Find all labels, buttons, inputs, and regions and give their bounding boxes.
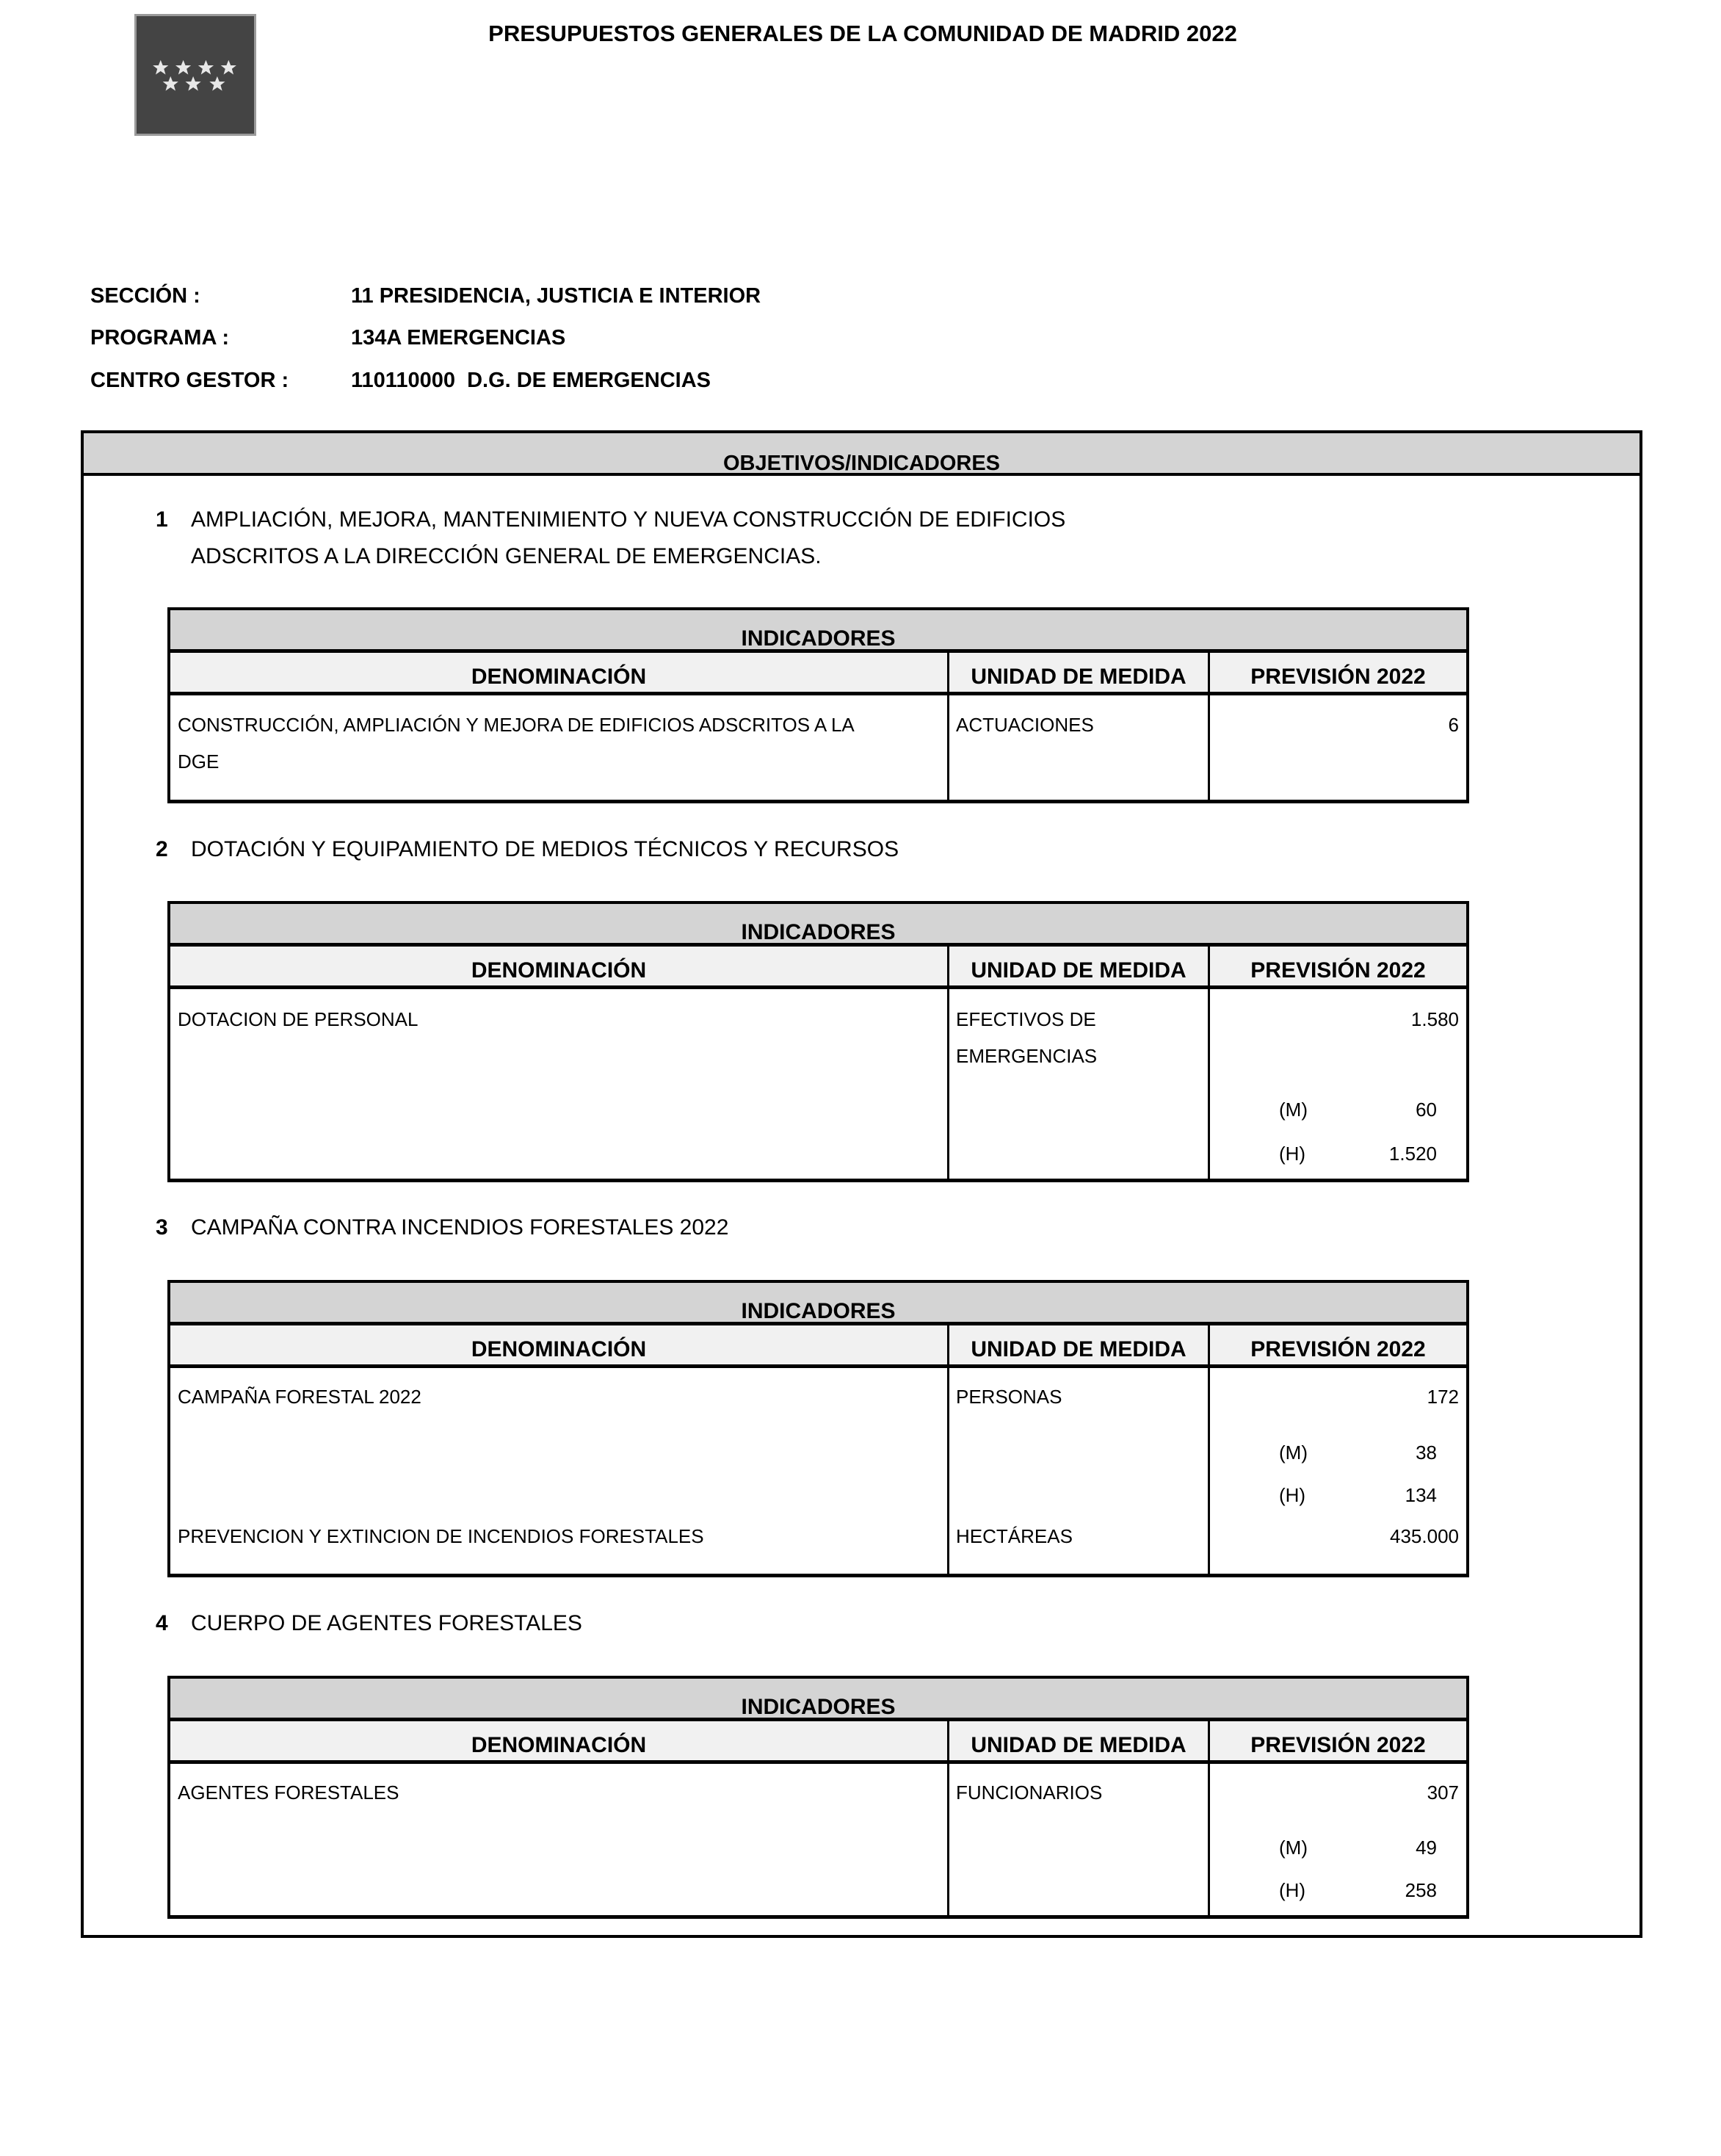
unidad-cell: ACTUACIONES: [956, 714, 1094, 736]
objective-number: 3: [156, 1215, 168, 1240]
unidad-cell: EMERGENCIAS: [956, 1045, 1098, 1067]
column-divider: [1208, 1721, 1210, 1915]
objective-number: 2: [156, 837, 168, 861]
objective-number: 4: [156, 1611, 168, 1635]
objective-text: CAMPAÑA CONTRA INCENDIOS FORESTALES 2022: [191, 1215, 729, 1240]
col-prevision: PREVISIÓN 2022: [1250, 665, 1426, 689]
unidad-cell: EFECTIVOS DE: [956, 1008, 1096, 1030]
column-divider: [1208, 653, 1210, 800]
men-label: (H): [1279, 1143, 1306, 1165]
table-column-headers: [170, 653, 1466, 695]
column-divider: [1208, 1325, 1210, 1574]
column-divider: [947, 1325, 949, 1574]
women-value: 49: [1416, 1837, 1437, 1859]
prevision-cell: 307: [1427, 1781, 1459, 1804]
men-value: 258: [1405, 1879, 1437, 1901]
table-column-headers: [170, 947, 1466, 989]
table-title: INDICADORES: [170, 1679, 1466, 1721]
col-unidad: UNIDAD DE MEDIDA: [971, 1337, 1186, 1361]
column-divider: [947, 1721, 949, 1915]
column-divider: [947, 947, 949, 1179]
prevision-cell: 435.000: [1390, 1525, 1459, 1547]
section-header: OBJETIVOS/INDICADORES: [84, 433, 1640, 476]
table-column-headers: [170, 1721, 1466, 1764]
indicators-table-2: [167, 901, 1469, 1182]
col-unidad: UNIDAD DE MEDIDA: [971, 665, 1186, 689]
men-value: 1.520: [1388, 1143, 1437, 1165]
table-title: INDICADORES: [170, 610, 1466, 653]
women-value: 38: [1416, 1441, 1437, 1464]
indicators-table-1: [167, 607, 1469, 803]
col-prevision: PREVISIÓN 2022: [1250, 958, 1426, 983]
document-title: PRESUPUESTOS GENERALES DE LA COMUNIDAD DE MADRID 2022: [488, 21, 1237, 46]
women-label: (M): [1279, 1099, 1308, 1121]
col-denominacion: DENOMINACIÓN: [471, 1337, 647, 1361]
women-value: 60: [1416, 1099, 1437, 1121]
meta-value: 11 PRESIDENCIA, JUSTICIA E INTERIOR: [351, 284, 761, 308]
denominacion-cell: CONSTRUCCIÓN, AMPLIACIÓN Y MEJORA DE EDIFICIOS ADSCRITOS A LA: [178, 714, 855, 736]
meta-value: 110110000 D.G. DE EMERGENCIAS: [351, 369, 711, 392]
col-denominacion: DENOMINACIÓN: [471, 1733, 647, 1757]
women-label: (M): [1279, 1441, 1308, 1464]
objective-text: DOTACIÓN Y EQUIPAMIENTO DE MEDIOS TÉCNICOS Y RECURSOS: [191, 837, 899, 861]
col-unidad: UNIDAD DE MEDIDA: [971, 1733, 1186, 1757]
table-title: INDICADORES: [170, 904, 1466, 947]
unidad-cell: PERSONAS: [956, 1386, 1062, 1408]
prevision-cell: 1.580: [1410, 1008, 1459, 1030]
objective-number: 1: [156, 507, 168, 532]
meta-label: CENTRO GESTOR :: [90, 369, 289, 392]
denominacion-cell: AGENTES FORESTALES: [178, 1781, 399, 1804]
col-prevision: PREVISIÓN 2022: [1250, 1733, 1426, 1757]
unidad-cell: FUNCIONARIOS: [956, 1781, 1103, 1804]
prevision-cell: 172: [1427, 1386, 1459, 1408]
men-value: 134: [1405, 1484, 1437, 1506]
objective-text: ADSCRITOS A LA DIRECCIÓN GENERAL DE EMERGENCIAS.: [191, 544, 822, 568]
meta-label: PROGRAMA :: [90, 326, 230, 350]
denominacion-cell: PREVENCION Y EXTINCION DE INCENDIOS FORESTALES: [178, 1525, 704, 1547]
denominacion-cell: DOTACION DE PERSONAL: [178, 1008, 419, 1030]
meta-label: SECCIÓN :: [90, 284, 200, 308]
objective-text: CUERPO DE AGENTES FORESTALES: [191, 1611, 582, 1635]
prevision-cell: 6: [1448, 714, 1459, 736]
objective-text: AMPLIACIÓN, MEJORA, MANTENIMIENTO Y NUEVA CONSTRUCCIÓN DE EDIFICIOS: [191, 507, 1066, 532]
unidad-cell: HECTÁREAS: [956, 1525, 1073, 1547]
col-denominacion: DENOMINACIÓN: [471, 665, 647, 689]
col-denominacion: DENOMINACIÓN: [471, 958, 647, 983]
women-label: (M): [1279, 1837, 1308, 1859]
men-label: (H): [1279, 1879, 1306, 1901]
column-divider: [947, 653, 949, 800]
table-title: INDICADORES: [170, 1283, 1466, 1325]
denominacion-cell: CAMPAÑA FORESTAL 2022: [178, 1386, 421, 1408]
col-prevision: PREVISIÓN 2022: [1250, 1337, 1426, 1361]
col-unidad: UNIDAD DE MEDIDA: [971, 958, 1186, 983]
denominacion-cell: DGE: [178, 750, 220, 773]
indicators-table-3: [167, 1280, 1469, 1577]
column-divider: [1208, 947, 1210, 1179]
table-column-headers: [170, 1325, 1466, 1368]
meta-value: 134A EMERGENCIAS: [351, 326, 566, 350]
men-label: (H): [1279, 1484, 1306, 1506]
indicators-table-4: [167, 1676, 1469, 1919]
